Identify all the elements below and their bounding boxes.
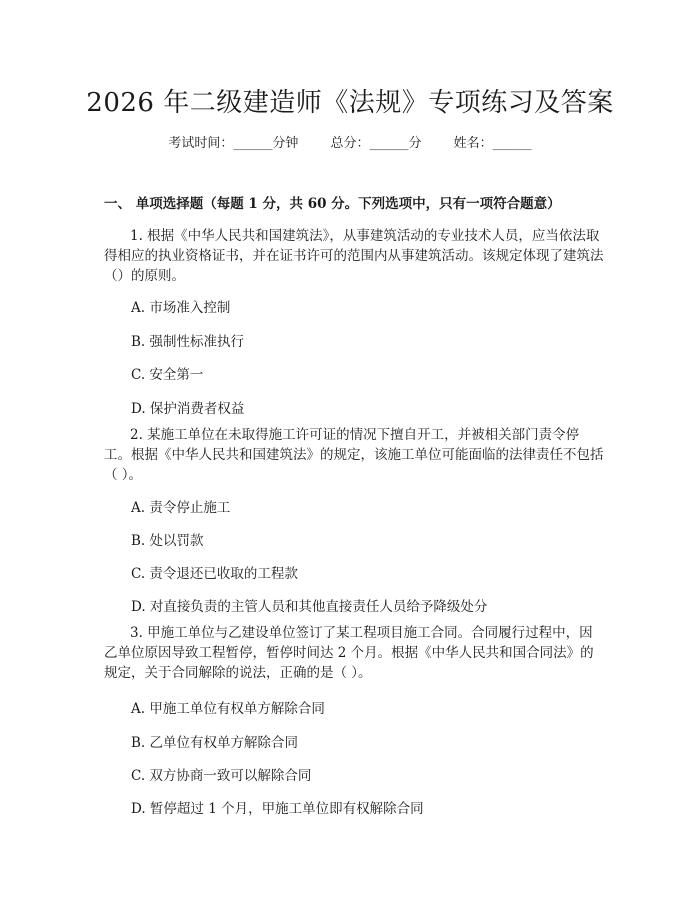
question-1-option-a: A. 市场准入控制 bbox=[131, 300, 231, 316]
question-2-option-c: C. 责令退还已收取的工程款 bbox=[131, 566, 298, 582]
question-3-stem bbox=[104, 623, 604, 683]
question-2-text: 2. 某施工单位在未取得施工许可证的情况下擅自开工，并被相关部门责令停工。根据《中华人民共和国建筑法》的规定，该施工单位可能面临的法律责任不包括（ ）。 bbox=[104, 427, 604, 483]
page-title: 2026 年二级建造师《法规》专项练习及答案 bbox=[86, 88, 614, 118]
question-2-option-d: D. 对直接负责的主管人员和其他直接责任人员给予降级处分 bbox=[131, 599, 488, 615]
question-2-stem bbox=[104, 425, 604, 485]
question-2-option-a: A. 责令停止施工 bbox=[131, 500, 231, 516]
section-heading: 一、 单项选择题（每题 1 分，共 60 分。下列选项中，只有一项符合题意） bbox=[104, 196, 561, 212]
question-3-option-d: D. 暂停超过 1 个月，甲施工单位即有权解除合同 bbox=[131, 801, 424, 817]
question-3-option-c: C. 双方协商一致可以解除合同 bbox=[131, 768, 312, 784]
exam-meta bbox=[0, 132, 700, 151]
exam-score: 总分：______分 bbox=[330, 136, 422, 151]
question-3-option-b: B. 乙单位有权单方解除合同 bbox=[131, 735, 299, 751]
question-2-option-b: B. 处以罚款 bbox=[131, 533, 204, 549]
question-1-option-b: B. 强制性标准执行 bbox=[131, 334, 245, 350]
question-1-option-c: C. 安全第一 bbox=[131, 367, 204, 383]
question-3-option-a: A. 甲施工单位有权单方解除合同 bbox=[131, 701, 325, 717]
exam-name: 姓名：______ bbox=[453, 136, 532, 151]
question-1-stem bbox=[104, 226, 604, 286]
exam-time: 考试时间：______分钟 bbox=[168, 136, 299, 151]
question-3-text: 3. 甲施工单位与乙建设单位签订了某工程项目施工合同。合同履行过程中，因乙单位原因导致工程暂停，暂停时间达 2 个月。根据《中华人民共和国合同法》的规定，关于合同解除的说法，正确的是（ ）。 bbox=[104, 625, 594, 681]
question-1-text: 1. 根据《中华人民共和国建筑法》，从事建筑活动的专业技术人员，应当依法取得相应的执业资格证书，并在证书许可的范围内从事建筑活动。该规定体现了建筑法（）的原则。 bbox=[104, 228, 604, 284]
question-1-option-d: D. 保护消费者权益 bbox=[131, 401, 245, 417]
